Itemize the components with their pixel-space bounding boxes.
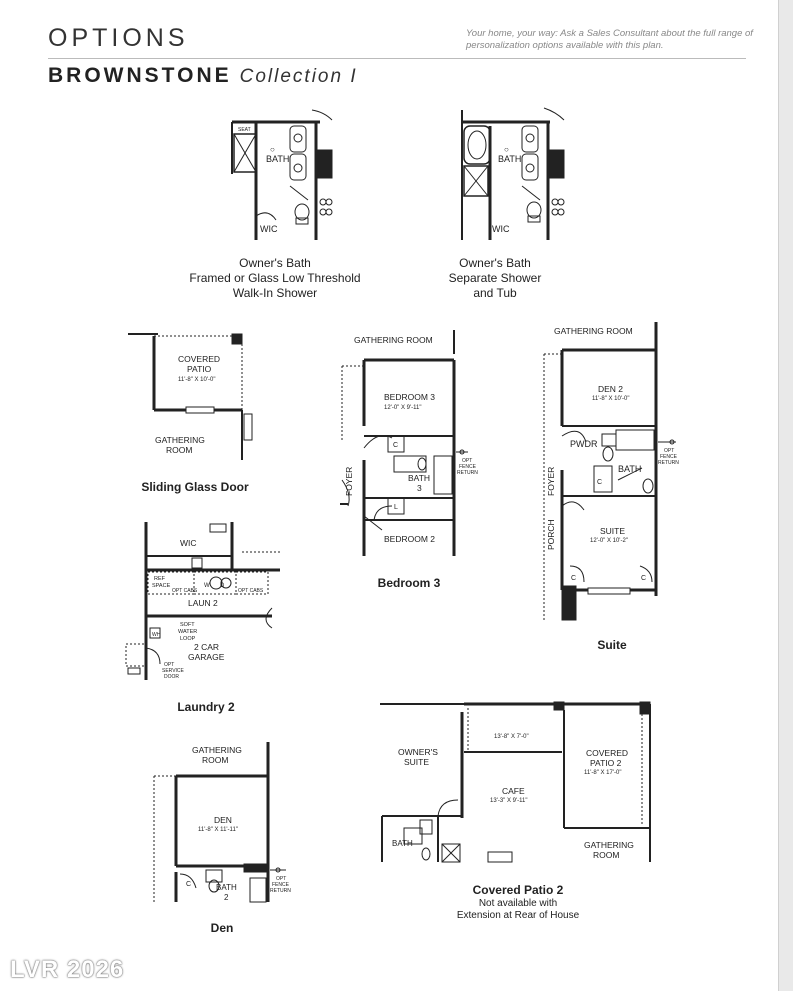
bedroom-3-bath-label: BATH [408,473,431,483]
den-caption: Den [210,921,234,935]
suite-suite-dim: 12'-0" X 10'-2" [590,538,628,544]
suite-c-label-2: C [571,575,577,582]
laundry-2-garage-label-2: GARAGE [188,652,225,662]
bedroom-3-gathering-label: GATHERING ROOM [354,335,433,345]
collection-title [48,64,358,88]
suite-den-label: DEN 2 [598,384,624,394]
owners-bath-2-caption-line-3: and Tub [473,286,517,300]
owners-bath-1-plan [228,108,338,244]
suite-porch-label: PORCH [546,519,556,550]
den-den-label: DEN [214,815,232,825]
laundry-2-water-label: WATER [178,629,198,635]
header-note: Your home, your way: Ask a Sales Consultant about the full range of personalization options available with this plan. [466,28,753,51]
collection-subtitle: Collection I [239,66,358,87]
laundry-2-garage-label-1: 2 CAR [194,642,220,652]
suite-opt-3: RETURN [658,460,679,466]
suite-suite-label: SUITE [600,526,626,536]
covered-patio-2-plan [378,700,658,866]
laundry-2-opt-service-2: SERVICE [162,668,184,674]
covered-patio-2-patio-label-2: PATIO 2 [590,758,622,768]
owners-bath-1-caption-line-3: Walk-In Shower [232,286,318,300]
bedroom-3-bath-num: 3 [417,483,422,493]
den-bath-num: 2 [224,893,229,902]
owners-bath-2-wic-label: WIC [492,224,510,234]
covered-patio-2-patio-label-1: COVERED [586,748,629,758]
den-room-label: ROOM [202,755,229,765]
laundry-2-ref-label: REF [154,576,165,582]
laundry-2-opt-service-1: OPT [164,662,175,668]
sliding-door-gathering-label: GATHERING [155,435,205,445]
header-divider [48,58,746,59]
suite-c-label: C [597,479,603,486]
suite-den-dim: 11'-8" X 10'-0" [592,396,630,402]
covered-patio-2-caption-line-3: Extension at Rear of House [456,910,580,921]
covered-patio-2-caption-line-2: Not available with [478,898,558,909]
den-opt-3: RETURN [270,888,291,894]
svg-text:○: ○ [270,145,275,154]
bedroom-3-opt-2: FENCE [459,464,476,470]
bedroom-3-opt-1: OPT [462,458,473,464]
owners-bath-1-caption-line-2: Framed or Glass Low Threshold [189,271,361,285]
suite-gathering-label: GATHERING ROOM [554,326,633,336]
collection-name: BROWNSTONE [48,64,232,87]
den-bath-label: BATH [216,883,237,892]
suite-pwdr-label: PWDR [570,439,598,449]
covered-patio-2-dim-top: 13'-8" X 7'-0" [494,734,529,740]
sliding-door-plan [128,330,256,462]
bedroom-3-bedroom2-label: BEDROOM 2 [384,534,436,544]
owners-bath-2-caption-line-2: Separate Shower [448,271,542,285]
suite-c-label-3: C [641,575,647,582]
bedroom-3-c-label: C [393,442,399,449]
den-gathering-label: GATHERING [192,745,242,755]
covered-patio-2-cafe-dim: 13'-3" X 9'-11" [490,798,528,804]
covered-patio-2-gathering-label: GATHERING [584,840,634,850]
covered-patio-2-owners-label-1: OWNER'S [398,747,438,757]
covered-patio-2-bath-label: BATH [392,839,413,848]
den-plan [150,742,294,906]
owners-bath-1-bath-label: BATH [266,154,290,164]
covered-patio-2-room-label: ROOM [593,850,620,860]
bedroom-3-bedroom-dim: 12'-0" X 9'-11" [384,405,422,411]
owners-bath-2-caption-line-1: Owner's Bath [459,256,531,270]
covered-patio-2-owners-label-2: SUITE [404,757,430,767]
suite-foyer-label: FOYER [546,466,556,496]
den-den-dim: 11'-8" X 11'-11" [198,827,238,833]
owners-bath-2-plan [458,106,568,244]
laundry-2-opt-cabs-1: OPT CABS [172,588,198,594]
covered-patio-2-caption-title: Covered Patio 2 [472,883,564,897]
suite-plan [540,320,684,622]
den-opt-1: OPT [276,876,287,882]
sliding-door-patio-dim: 11'-8" X 10'-0" [178,377,216,383]
covered-patio-2-caption [430,883,606,922]
bedroom-3-opt-3: RETURN [457,470,478,476]
bedroom-3-l-label: L [394,504,398,511]
sliding-door-patio-label: COVERED [178,354,221,364]
page-title: OPTIONS [48,24,189,52]
bedroom-3-plan [338,330,480,558]
bedroom-3-caption: Bedroom 3 [377,576,441,590]
suite-caption: Suite [597,638,627,652]
laundry-2-loop-label: LOOP [180,636,196,642]
bedroom-3-bedroom-label: BEDROOM 3 [384,392,436,402]
owners-bath-2-bath-label: BATH [498,154,522,164]
suite-bath-label: BATH [618,464,642,474]
watermark: LVR 2026 [10,956,125,983]
owners-bath-1-wic-label: WIC [260,224,278,234]
laundry-2-wh-label: WH [152,632,161,638]
laundry-2-w-label: W [204,583,210,589]
laundry-2-opt-service-3: DOOR [164,674,179,680]
suite-opt-2: FENCE [660,454,677,460]
laundry-2-opt-cabs-2: OPT CABS [238,588,264,594]
laundry-2-d-label: D [220,583,225,589]
den-c-label: C [186,881,192,888]
sliding-door-room-label: ROOM [166,445,193,455]
covered-patio-2-cafe-label: CAFE [502,786,525,796]
sliding-door-caption: Sliding Glass Door [141,480,249,494]
den-opt-2: FENCE [272,882,289,888]
laundry-2-space-label: SPACE [152,583,171,589]
laundry-2-laun-label: LAUN 2 [188,598,218,608]
owners-bath-1-caption-line-1: Owner's Bath [239,256,311,270]
bedroom-3-foyer-label: FOYER [344,466,354,496]
laundry-2-caption: Laundry 2 [177,700,235,714]
svg-text:○: ○ [504,145,509,154]
laundry-2-plan [122,520,282,684]
owners-bath-2-caption [410,256,580,301]
owners-bath-1-seat-label: SEAT [238,127,251,133]
covered-patio-2-patio-dim: 11'-8" X 17'-0" [584,770,622,776]
laundry-2-wic-label: WIC [180,538,197,548]
sliding-door-patio-label-2: PATIO [187,364,212,374]
suite-opt-1: OPT [664,448,675,454]
laundry-2-soft-label: SOFT [180,622,195,628]
owners-bath-1-caption [160,256,390,301]
